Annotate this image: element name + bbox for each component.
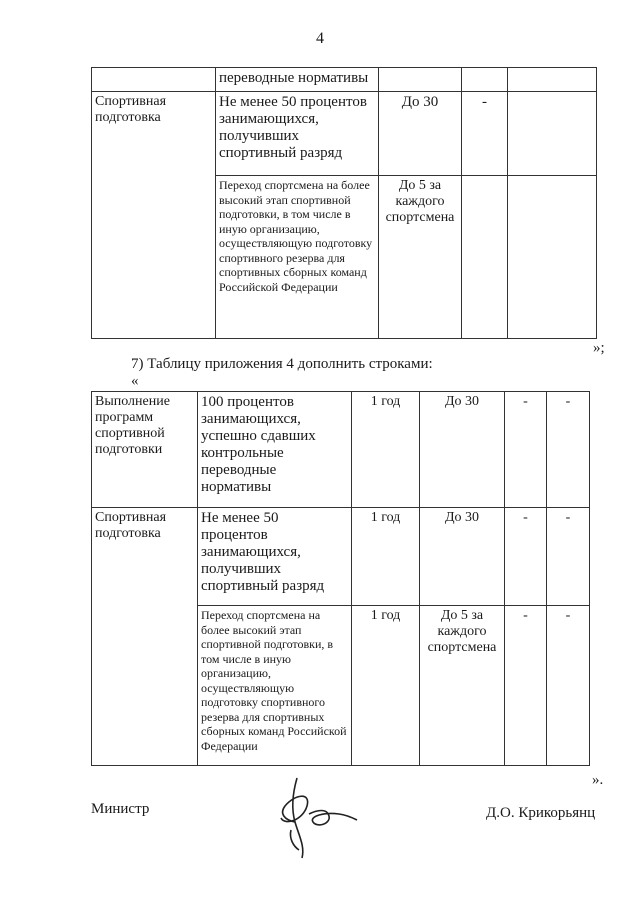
score-cell: До 30: [420, 392, 505, 508]
table-row: [92, 68, 597, 92]
signer-position: Министр: [91, 801, 150, 817]
program-cell: Выполнение программ спортивной подготовки: [92, 392, 198, 508]
dash-cell: -: [547, 508, 590, 606]
closing-quote-2: ».: [592, 772, 604, 788]
criterion-cell: переводные нормативы: [216, 68, 379, 92]
program-cell: Спортивная подготовка: [92, 508, 198, 766]
criterion-cell: Не менее 50 процентов занимающихся, получивших спортивный разряд: [198, 508, 352, 606]
dash-cell: -: [462, 92, 508, 176]
score-cell: До 30: [420, 508, 505, 606]
signer-name: Д.О. Крикорьянц: [486, 805, 596, 821]
score-cell: До 5 за каждого спортсмена: [379, 176, 462, 339]
table-continued: [91, 67, 597, 339]
handwritten-signature: [255, 770, 365, 865]
criterion-cell: Не менее 50 процентов занимающихся, получивших спортивный разряд: [216, 92, 379, 176]
dash-cell: -: [505, 392, 547, 508]
appendix-4-table: [91, 391, 590, 766]
period-cell: 1 год: [352, 392, 420, 508]
score-cell: До 30: [379, 92, 462, 176]
table-row: [92, 392, 590, 508]
period-cell: 1 год: [352, 606, 420, 766]
dash-cell: -: [505, 606, 547, 766]
item-7-text: 7) Таблицу приложения 4 дополнить строками:: [131, 356, 433, 372]
criterion-cell: 100 процентов занимающихся, успешно сдавших контрольные переводные нормативы: [198, 392, 352, 508]
criterion-cell: Переход спортсмена на более высокий этап спортивной подготовки, в том числе в иную организацию, осуществляющую подготовку спортивного резерва для спортивных сборных команд Российской Федерации: [216, 176, 379, 339]
program-cell: Спортивная подготовка: [92, 92, 216, 339]
table-row: [92, 508, 590, 606]
period-cell: 1 год: [352, 508, 420, 606]
dash-cell: -: [547, 606, 590, 766]
score-cell: До 5 за каждого спортсмена: [420, 606, 505, 766]
dash-cell: -: [547, 392, 590, 508]
closing-quote-1: »;: [593, 340, 605, 356]
opening-quote: «: [131, 373, 139, 389]
dash-cell: -: [505, 508, 547, 606]
page-number: 4: [316, 30, 324, 47]
criterion-cell: Переход спортсмена на более высокий этап спортивной подготовки, в том числе в иную организацию, осуществляющую подготовку спортивного резерва для спортивных сборных команд Российской Федерации: [198, 606, 352, 766]
table-row: [92, 92, 597, 176]
